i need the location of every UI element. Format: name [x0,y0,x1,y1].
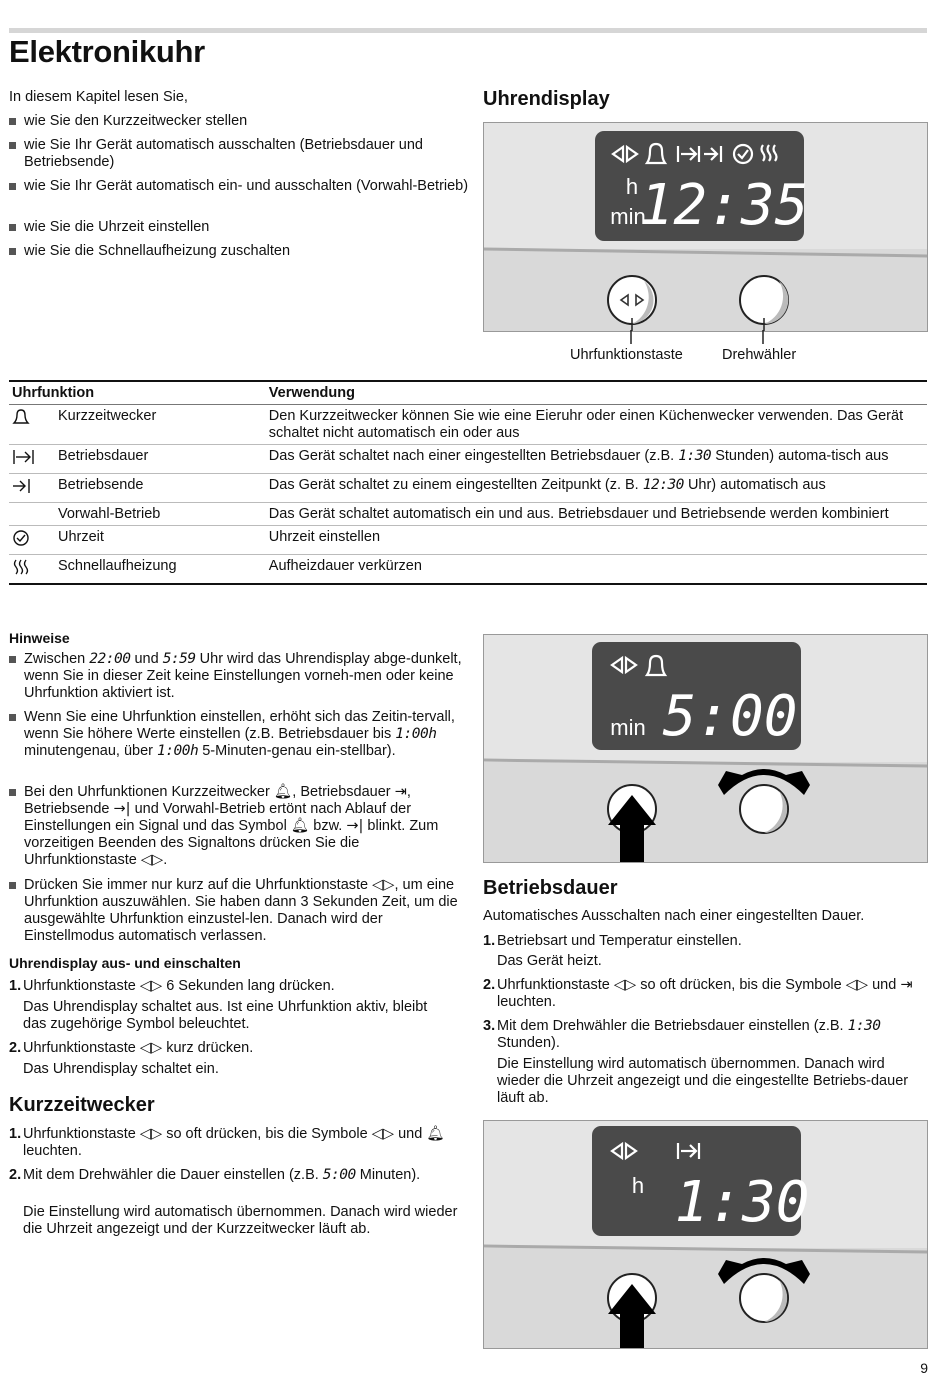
page-title: Elektronikuhr [9,34,205,69]
step-item: 2. Uhrfunktionstaste ◁▷ so oft drücken, bis die Symbole ◁▷ und ⇥ leuchten. [483,977,913,1010]
table-row [9,405,927,445]
duration-icon [12,448,36,466]
end-time-icon: →| [113,801,131,817]
lcd-min: min [610,715,646,740]
function-name: Kurzzeitwecker [55,405,266,445]
clock-function-icon: ◁▷ [372,877,395,893]
step-result: Das Uhrendisplay schaltet ein. [23,1061,219,1077]
hinweis-item: Drücken Sie immer nur kurz auf die Uhrfunktionstaste ◁▷, um eine Uhrfunktion auszuwählen. Sie haben dann 3 Sekunden Zeit, um die ausgewählte Uhrfunktion einzustel-len. Danach wird der Einstellmodus automatisch verlassen. [9,877,464,945]
bell-icon: 🔔︎ [273,784,293,800]
clock-icon [12,529,30,547]
header-rule [9,28,927,33]
lcd-value: 5:00 [322,1167,356,1183]
function-name: Schnellaufheizung [55,555,266,585]
function-name: Betriebsdauer [55,445,266,474]
lcd-time: 5:00 [662,684,798,749]
intro-bullet: wie Sie den Kurzzeitwecker stellen [9,113,469,130]
uhrendisplay-heading: Uhrendisplay [483,88,610,110]
betriebsdauer-lead: Automatisches Ausschalten nach einer eingestellten Dauer. [483,908,865,924]
clock-function-icon: ◁▷ [613,977,637,993]
lcd-time: 12:35 [639,173,809,238]
clock-function-icon: ◁▷ [139,1126,163,1142]
function-use: Aufheizdauer verkürzen [266,555,927,585]
step-result: Das Gerät heizt. [497,953,602,969]
table-row [9,474,927,503]
function-name: Betriebsende [55,474,266,503]
step-item: 1. Uhrfunktionstaste ◁▷ 6 Sekunden lang drücken. [9,978,335,994]
hinweis-item: Bei den Uhrfunktionen Kurzzeitwecker 🔔︎, Betriebsdauer ⇥, Betriebsende →| und Vorwahl-Betrieb ertönt nach Ablauf der Einstellungen ein Signal und das Symbol 🔔︎ bzw. →| blinkt. Zum vorzeitigen Beenden des Signaltons drücken Sie die Uhrfunktionstaste ◁▷. [9,784,464,869]
intro-bullet: wie Sie Ihr Gerät automatisch ausschalten (Betriebsdauer und Betriebsende) [9,137,469,171]
clock-function-icon: ◁▷ [139,1040,163,1056]
function-name: Vorwahl-Betrieb [55,503,266,526]
clock-function-icon: ◁▷ [371,1126,395,1142]
lcd-min: min [610,204,646,229]
bell-icon: 🔔︎ [290,818,310,834]
table-row [9,526,927,555]
clock-function-icon: ◁▷ [140,852,164,868]
kurzzeitwecker-heading: Kurzzeitwecker [9,1094,155,1116]
end-time-icon: →| [346,818,364,834]
aus-ein-heading: Uhrendisplay aus- und einschalten [9,955,241,971]
page-number: 9 [920,1360,928,1376]
timer-display-figure [483,634,928,863]
function-use-a: Das Gerät schaltet zu einem eingestellten Zeitpunkt (z. B. [268,477,639,493]
col-header-verwendung: Verwendung [266,381,927,405]
step-item: 1. Betriebsart und Temperatur einstellen. [483,933,742,949]
label-uhrfunktionstaste: Uhrfunktionstaste [570,347,683,363]
intro-bullet: wie Sie die Schnellaufheizung zuschalten [9,243,469,260]
rapid-heat-icon [12,558,30,576]
function-use: Das Gerät schaltet automatisch ein und aus. Betriebsdauer und Betriebsende werden kombiniert [266,503,927,526]
lcd-value: 1:30 [847,1018,881,1034]
table-row [9,445,927,474]
lcd-value: 1:00h [157,743,199,759]
lcd-h: h [625,174,639,199]
step-result: Die Einstellung wird automatisch übernommen. Danach wird wieder die Uhrzeit angezeigt und der Kurzzeitwecker läuft ab. [23,1204,458,1237]
table-row [9,503,927,526]
col-header-uhrfunktion: Uhrfunktion [9,381,266,405]
label-drehwaehler: Drehwähler [722,347,797,363]
duration-icon: ⇥ [394,784,407,800]
step-item: 2. Uhrfunktionstaste ◁▷ kurz drücken. [9,1040,254,1056]
end-time-icon [12,477,32,495]
lcd-value: 1:00h [395,726,437,742]
function-name: Uhrzeit [55,526,266,555]
hinweis-item: Zwischen 22:00 und 5:59 Uhr wird das Uhrendisplay abge-dunkelt, wenn Sie in dieser Zeit keine Einstellungen vorneh-men oder keine Uhrfunktion aktiviert ist. [9,651,464,702]
lcd-value: 12:30 [642,477,684,493]
duration-display-figure [483,1120,928,1349]
table-row [9,555,927,585]
step-result: Das Uhrendisplay schaltet aus. Ist eine Uhrfunktion aktiv, bleibt das zugehörige Symbol beleuchtet. [23,999,428,1032]
lcd-time: 1:30 [674,1170,810,1235]
betriebsdauer-heading: Betriebsdauer [483,877,618,899]
intro-bullet: wie Sie Ihr Gerät automatisch ein- und ausschalten (Vorwahl-Betrieb) [9,178,469,195]
function-use-a: Das Gerät schaltet nach einer eingestellten Betriebsdauer (z.B. [268,448,675,464]
duration-icon: ⇥ [900,977,913,993]
callout-lines [630,330,770,344]
function-use: Den Kurzzeitwecker können Sie wie eine Eieruhr oder einen Küchenwecker verwenden. Das Gerät schaltet nicht automatisch ein oder aus [266,405,927,445]
step-item: 1. Uhrfunktionstaste ◁▷ so oft drücken, bis die Symbole ◁▷ und 🔔︎ leuchten. [9,1126,445,1159]
hinweise-heading: Hinweise [9,630,70,646]
bell-icon: 🔔︎ [426,1126,445,1142]
step-item: 2. Mit dem Drehwähler die Dauer einstellen (z.B. 5:00 Minuten). [9,1167,421,1183]
clock-function-icon: ◁▷ [139,978,163,994]
function-use: Uhrzeit einstellen [266,526,927,555]
bell-icon [12,408,30,426]
function-use-b: Uhr) automatisch aus [687,477,826,493]
hinweis-item: Wenn Sie eine Uhrfunktion einstellen, erhöht sich das Zeitin-tervall, wenn Sie höhere Werte einstellen (z.B. Betriebsdauer bis 1:00h minutengenau, über 1:00h 5-Minuten-genau ein-stellbar). [9,709,464,760]
function-table [9,380,927,585]
step-result: Die Einstellung wird automatisch übernommen. Danach wird wieder die Uhrzeit angezeigt und die eingestellte Betriebs-dauer läuft ab. [497,1056,909,1106]
step-item: 3. Mit dem Drehwähler die Betriebsdauer einstellen (z.B. 1:30 Stunden). [483,1018,881,1051]
lcd-value: 22:00 [89,651,131,667]
lcd-h: h [631,1173,645,1198]
intro-bullet: wie Sie die Uhrzeit einstellen [9,219,469,236]
clock-display-figure [483,122,928,332]
clock-function-icon: ◁▷ [845,977,869,993]
lcd-value: 1:30 [678,448,712,464]
intro-lead: In diesem Kapitel lesen Sie, [9,89,188,105]
lcd-value: 5:59 [162,651,196,667]
function-use-b: Stunden) automa-tisch aus [715,448,889,464]
